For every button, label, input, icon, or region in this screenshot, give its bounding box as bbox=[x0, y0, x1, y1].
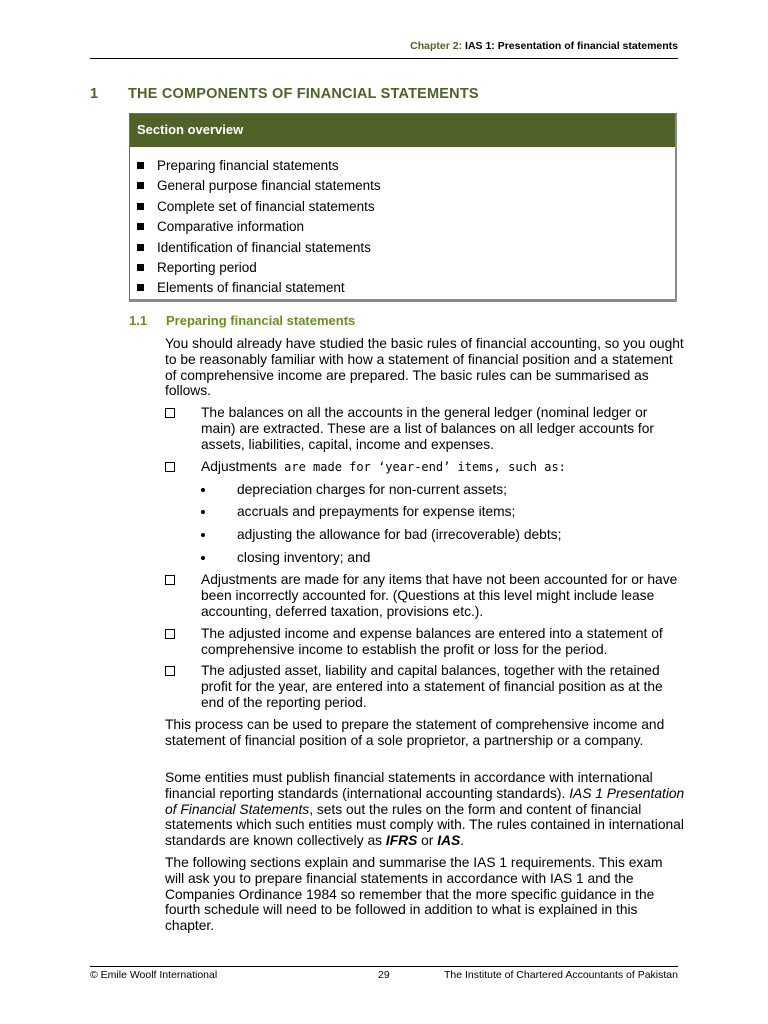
subsection-heading bbox=[129, 313, 355, 328]
running-header bbox=[90, 40, 678, 52]
checklist-item: The balances on all the accounts in the general ledger (nominal ledger or main) are extracted. These are a list of balances on all ledger accounts for assets, liabilities, capital, income and expenses. bbox=[165, 405, 685, 452]
footer-rule bbox=[90, 966, 678, 967]
dot-bullet-icon bbox=[201, 533, 205, 537]
dot-list-item: closing inventory; and bbox=[201, 550, 681, 566]
checkbox-bullet-icon bbox=[165, 629, 175, 639]
square-bullet-icon bbox=[137, 162, 144, 169]
intro-paragraph: You should already have studied the basic rules of financial accounting, so you ought to be reasonably familiar with how a statement of financial position and a statement of comprehensive income are prepared. The basic rules can be summarised as follows. bbox=[165, 336, 684, 399]
overview-item: Identification of financial statements bbox=[137, 238, 675, 258]
section-overview-heading: Section overview bbox=[130, 114, 675, 147]
checklist-item: Adjustments are made for any items that have not been accounted for or have been incorrectly accounted for. (Questions at this level might include lease accounting, deferred taxation, provisions etc.). bbox=[165, 572, 685, 619]
overview-list bbox=[130, 147, 675, 299]
requirements-paragraph: The following sections explain and summarise the IAS 1 requirements. This exam will ask you to prepare financial statements in accordance with IAS 1 and the Companies Ordinance 1984 so remember that the more specific guidance in the fourth schedule will need to be followed in addition to what is explained in this chapter. bbox=[165, 855, 663, 934]
checklist-item: Adjustments are made for ‘year-end’ items, such as: bbox=[165, 459, 685, 476]
header-rule bbox=[90, 58, 678, 59]
overview-item: Reporting period bbox=[137, 258, 675, 278]
overview-item: Elements of financial statement bbox=[137, 278, 675, 298]
checkbox-bullet-icon bbox=[165, 575, 175, 585]
square-bullet-icon bbox=[137, 182, 144, 189]
square-bullet-icon bbox=[137, 284, 144, 291]
dot-bullet-icon bbox=[201, 510, 205, 514]
overview-item: Complete set of financial statements bbox=[137, 197, 675, 217]
checklist-item: The adjusted asset, liability and capital balances, together with the retained profit for the year, are entered into a statement of financial position as at the end of the reporting period. bbox=[165, 663, 685, 710]
section-number: 1 bbox=[90, 86, 99, 102]
dot-bullet-icon bbox=[201, 488, 205, 492]
checkbox-bullet-icon bbox=[165, 462, 175, 472]
dot-list-item: accruals and prepayments for expense items; bbox=[201, 504, 681, 520]
page-number: 29 bbox=[378, 969, 390, 981]
footer-copyright: © Emile Woolf International bbox=[90, 969, 218, 981]
square-bullet-icon bbox=[137, 244, 144, 251]
subsection-number: 1.1 bbox=[129, 313, 148, 328]
subsection-title: Preparing financial statements bbox=[166, 313, 356, 328]
dot-list-item: adjusting the allowance for bad (irrecoverable) debts; bbox=[201, 527, 681, 543]
checkbox-bullet-icon bbox=[165, 666, 175, 676]
dot-bullet-icon bbox=[201, 556, 205, 560]
overview-item: Preparing financial statements bbox=[137, 156, 675, 176]
square-bullet-icon bbox=[137, 264, 144, 271]
dot-list-item: depreciation charges for non-current assets; bbox=[201, 482, 681, 498]
process-paragraph: This process can be used to prepare the statement of comprehensive income and statement of financial position of a sole proprietor, a partnership or a company. bbox=[165, 717, 665, 748]
section-overview-box bbox=[129, 113, 677, 302]
footer-institute: The Institute of Chartered Accountants of Pakistan bbox=[443, 969, 678, 981]
standards-paragraph: Some entities must publish financial statements in accordance with international financial reporting standards (international accounting standards). IAS 1 Presentation of Financial Statements, sets out the rules on the form and content of financial statements which such entities must comply with. The rules contained in international standards are known collectively as IFRS or IAS. bbox=[165, 770, 685, 849]
section-heading bbox=[90, 86, 479, 102]
chapter-title: IAS 1: Presentation of financial statements bbox=[465, 40, 678, 52]
square-bullet-icon bbox=[137, 203, 144, 210]
square-bullet-icon bbox=[137, 223, 144, 230]
overview-item: General purpose financial statements bbox=[137, 176, 675, 196]
overview-item: Comparative information bbox=[137, 217, 675, 237]
checkbox-bullet-icon bbox=[165, 408, 175, 418]
section-title: THE COMPONENTS OF FINANCIAL STATEMENTS bbox=[128, 86, 479, 102]
chapter-label: Chapter 2: bbox=[410, 40, 463, 52]
checklist-item: The adjusted income and expense balances are entered into a statement of comprehensive income to establish the profit or loss for the period. bbox=[165, 626, 685, 658]
